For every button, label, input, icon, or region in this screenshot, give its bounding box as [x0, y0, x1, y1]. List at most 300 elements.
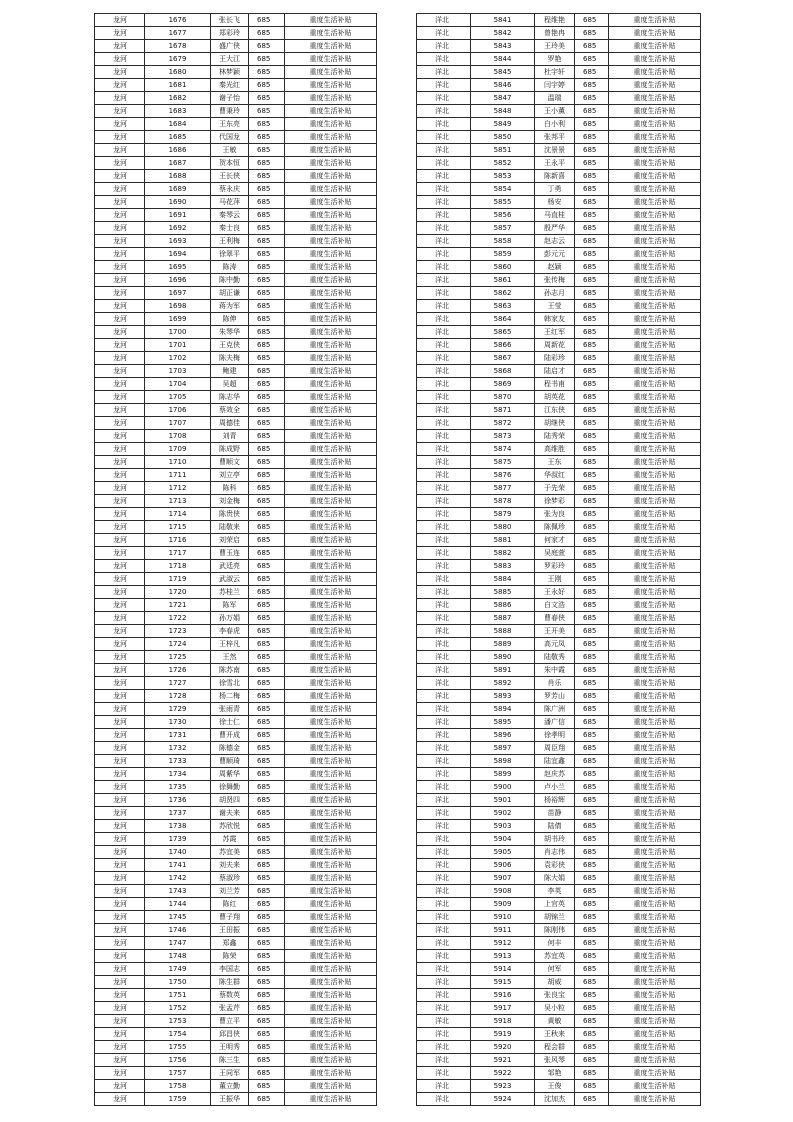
name-cell: 沈加杰	[535, 1093, 575, 1106]
subsidy-type-cell: 重度生活补贴	[285, 690, 377, 703]
subsidy-type-cell: 重度生活补贴	[609, 560, 701, 573]
subsidy-type-cell: 重度生活补贴	[285, 612, 377, 625]
town-cell: 洋北	[417, 573, 471, 586]
amount-cell: 685	[575, 599, 609, 612]
subsidy-type-cell: 重度生活补贴	[609, 755, 701, 768]
number-cell: 5871	[471, 404, 535, 417]
number-cell: 5888	[471, 625, 535, 638]
number-cell: 5891	[471, 664, 535, 677]
number-cell: 1738	[145, 820, 211, 833]
number-cell: 5924	[471, 1093, 535, 1106]
subsidy-type-cell: 重度生活补贴	[609, 469, 701, 482]
number-cell: 5858	[471, 235, 535, 248]
amount-cell: 685	[575, 677, 609, 690]
table-row	[95, 1041, 377, 1054]
subsidy-type-cell: 重度生活补贴	[285, 196, 377, 209]
amount-cell: 685	[249, 820, 285, 833]
number-cell: 5878	[471, 495, 535, 508]
amount-cell: 685	[575, 131, 609, 144]
town-cell: 龙河	[95, 1067, 145, 1080]
name-cell: 秦光红	[211, 79, 249, 92]
subsidy-type-cell: 重度生活补贴	[285, 495, 377, 508]
amount-cell: 685	[249, 807, 285, 820]
amount-cell: 685	[575, 79, 609, 92]
number-cell: 5889	[471, 638, 535, 651]
subsidy-type-cell: 重度生活补贴	[285, 911, 377, 924]
town-cell: 洋北	[417, 560, 471, 573]
amount-cell: 685	[249, 391, 285, 404]
subsidy-type-cell: 重度生活补贴	[285, 846, 377, 859]
table-row	[95, 313, 377, 326]
town-cell: 龙河	[95, 560, 145, 573]
table-row	[95, 508, 377, 521]
name-cell: 陈生群	[211, 976, 249, 989]
table-row	[417, 963, 701, 976]
amount-cell: 685	[575, 573, 609, 586]
town-cell: 洋北	[417, 1054, 471, 1067]
table-row	[95, 248, 377, 261]
town-cell: 龙河	[95, 482, 145, 495]
subsidy-type-cell: 重度生活补贴	[285, 625, 377, 638]
amount-cell: 685	[249, 963, 285, 976]
subsidy-type-cell: 重度生活补贴	[285, 417, 377, 430]
amount-cell: 685	[575, 703, 609, 716]
town-cell: 洋北	[417, 1093, 471, 1106]
table-row	[417, 235, 701, 248]
subsidy-type-cell: 重度生活补贴	[609, 1093, 701, 1106]
amount-cell: 685	[575, 287, 609, 300]
name-cell: 陈刚伟	[535, 924, 575, 937]
subsidy-type-cell: 重度生活补贴	[285, 833, 377, 846]
name-cell: 谢夫来	[211, 807, 249, 820]
name-cell: 郑彩玲	[211, 27, 249, 40]
number-cell: 5849	[471, 118, 535, 131]
amount-cell: 685	[249, 1015, 285, 1028]
amount-cell: 685	[249, 40, 285, 53]
amount-cell: 685	[249, 573, 285, 586]
town-cell: 龙河	[95, 92, 145, 105]
amount-cell: 685	[249, 950, 285, 963]
town-cell: 洋北	[417, 807, 471, 820]
subsidy-type-cell: 重度生活补贴	[285, 547, 377, 560]
number-cell: 1750	[145, 976, 211, 989]
number-cell: 5906	[471, 859, 535, 872]
table-row	[417, 287, 701, 300]
subsidy-type-cell: 重度生活补贴	[609, 1028, 701, 1041]
name-cell: 闫宇婷	[535, 79, 575, 92]
number-cell: 1748	[145, 950, 211, 963]
town-cell: 龙河	[95, 274, 145, 287]
table-row	[95, 859, 377, 872]
subsidy-type-cell: 重度生活补贴	[285, 170, 377, 183]
name-cell: 陈荣	[211, 950, 249, 963]
number-cell: 5909	[471, 898, 535, 911]
town-cell: 洋北	[417, 755, 471, 768]
subsidy-type-cell: 重度生活补贴	[609, 53, 701, 66]
table-row	[417, 495, 701, 508]
subsidy-type-cell: 重度生活补贴	[609, 365, 701, 378]
table-row	[417, 625, 701, 638]
table-row	[417, 378, 701, 391]
town-cell: 洋北	[417, 326, 471, 339]
number-cell: 1712	[145, 482, 211, 495]
number-cell: 1686	[145, 144, 211, 157]
amount-cell: 685	[575, 352, 609, 365]
table-row	[417, 846, 701, 859]
amount-cell: 685	[575, 313, 609, 326]
number-cell: 5892	[471, 677, 535, 690]
name-cell: 陆敬来	[211, 521, 249, 534]
subsidy-type-cell: 重度生活补贴	[609, 833, 701, 846]
amount-cell: 685	[575, 937, 609, 950]
number-cell: 5911	[471, 924, 535, 937]
name-cell: 罗彩玲	[535, 560, 575, 573]
town-cell: 洋北	[417, 430, 471, 443]
table-row	[417, 807, 701, 820]
subsidy-type-cell: 重度生活补贴	[285, 79, 377, 92]
town-cell: 洋北	[417, 92, 471, 105]
number-cell: 1711	[145, 469, 211, 482]
name-cell: 曹立平	[211, 1015, 249, 1028]
town-cell: 洋北	[417, 456, 471, 469]
subsidy-type-cell: 重度生活补贴	[609, 820, 701, 833]
town-cell: 龙河	[95, 79, 145, 92]
number-cell: 1736	[145, 794, 211, 807]
name-cell: 肖志伟	[535, 846, 575, 859]
name-cell: 董立勤	[211, 1080, 249, 1093]
number-cell: 5872	[471, 417, 535, 430]
town-cell: 洋北	[417, 963, 471, 976]
town-cell: 龙河	[95, 456, 145, 469]
town-cell: 龙河	[95, 1080, 145, 1093]
number-cell: 5857	[471, 222, 535, 235]
town-cell: 龙河	[95, 391, 145, 404]
amount-cell: 685	[249, 248, 285, 261]
number-cell: 5845	[471, 66, 535, 79]
table-row	[417, 547, 701, 560]
table-row	[95, 118, 377, 131]
amount-cell: 685	[249, 742, 285, 755]
number-cell: 1710	[145, 456, 211, 469]
number-cell: 1752	[145, 1002, 211, 1015]
number-cell: 5893	[471, 690, 535, 703]
table-row	[417, 404, 701, 417]
name-cell: 王永平	[535, 157, 575, 170]
subsidy-type-cell: 重度生活补贴	[285, 651, 377, 664]
name-cell: 彭元元	[535, 248, 575, 261]
amount-cell: 685	[249, 235, 285, 248]
town-cell: 洋北	[417, 287, 471, 300]
name-cell: 胡锦兰	[535, 911, 575, 924]
subsidy-type-cell: 重度生活补贴	[285, 508, 377, 521]
table-row	[95, 443, 377, 456]
amount-cell: 685	[575, 235, 609, 248]
subsidy-type-cell: 重度生活补贴	[609, 222, 701, 235]
subsidy-type-cell: 重度生活补贴	[285, 703, 377, 716]
town-cell: 龙河	[95, 118, 145, 131]
town-cell: 龙河	[95, 27, 145, 40]
subsidy-type-cell: 重度生活补贴	[609, 716, 701, 729]
amount-cell: 685	[249, 495, 285, 508]
table-row	[95, 378, 377, 391]
table-row	[417, 664, 701, 677]
town-cell: 龙河	[95, 638, 145, 651]
number-cell: 5865	[471, 326, 535, 339]
number-cell: 1743	[145, 885, 211, 898]
name-cell: 王刚	[535, 573, 575, 586]
number-cell: 5885	[471, 586, 535, 599]
subsidy-type-cell: 重度生活补贴	[285, 118, 377, 131]
number-cell: 1697	[145, 287, 211, 300]
name-cell: 王振华	[211, 1093, 249, 1106]
table-row	[95, 690, 377, 703]
table-row	[417, 937, 701, 950]
name-cell: 陈成野	[211, 443, 249, 456]
table-row	[95, 651, 377, 664]
name-cell: 王同军	[211, 1067, 249, 1080]
table-row	[417, 53, 701, 66]
amount-cell: 685	[575, 248, 609, 261]
amount-cell: 685	[249, 833, 285, 846]
table-row	[417, 703, 701, 716]
amount-cell: 685	[575, 729, 609, 742]
amount-cell: 685	[575, 326, 609, 339]
amount-cell: 685	[575, 508, 609, 521]
subsidy-type-cell: 重度生活补贴	[285, 1002, 377, 1015]
number-cell: 5918	[471, 1015, 535, 1028]
number-cell: 1676	[145, 14, 211, 27]
table-row	[417, 508, 701, 521]
table-row	[95, 235, 377, 248]
town-cell: 龙河	[95, 768, 145, 781]
number-cell: 5841	[471, 14, 535, 27]
town-cell: 洋北	[417, 638, 471, 651]
subsidy-type-cell: 重度生活补贴	[285, 755, 377, 768]
number-cell: 1689	[145, 183, 211, 196]
town-cell: 洋北	[417, 66, 471, 79]
subsidy-type-cell: 重度生活补贴	[609, 352, 701, 365]
subsidy-type-cell: 重度生活补贴	[285, 638, 377, 651]
name-cell: 朱琴华	[211, 326, 249, 339]
number-cell: 5869	[471, 378, 535, 391]
name-cell: 陈中勤	[211, 274, 249, 287]
number-cell: 5897	[471, 742, 535, 755]
number-cell: 5900	[471, 781, 535, 794]
subsidy-type-cell: 重度生活补贴	[609, 729, 701, 742]
subsidy-type-cell: 重度生活补贴	[609, 1080, 701, 1093]
subsidy-type-cell: 重度生活补贴	[609, 612, 701, 625]
table-row	[95, 729, 377, 742]
table-row	[417, 196, 701, 209]
number-cell: 1737	[145, 807, 211, 820]
amount-cell: 685	[575, 469, 609, 482]
table-row	[95, 1093, 377, 1106]
name-cell: 王敏	[211, 144, 249, 157]
subsidy-type-cell: 重度生活补贴	[285, 183, 377, 196]
name-cell: 武淑云	[211, 573, 249, 586]
town-cell: 洋北	[417, 859, 471, 872]
name-cell: 刘立亭	[211, 469, 249, 482]
amount-cell: 685	[249, 872, 285, 885]
amount-cell: 685	[249, 937, 285, 950]
subsidy-type-cell: 重度生活补贴	[285, 443, 377, 456]
amount-cell: 685	[249, 547, 285, 560]
amount-cell: 685	[249, 157, 285, 170]
name-cell: 马花萍	[211, 196, 249, 209]
number-cell: 5868	[471, 365, 535, 378]
number-cell: 5848	[471, 105, 535, 118]
table-row	[417, 365, 701, 378]
name-cell: 王大江	[211, 53, 249, 66]
amount-cell: 685	[575, 443, 609, 456]
town-cell: 龙河	[95, 209, 145, 222]
table-row	[95, 625, 377, 638]
town-cell: 洋北	[417, 898, 471, 911]
subsidy-type-cell: 重度生活补贴	[285, 677, 377, 690]
town-cell: 洋北	[417, 144, 471, 157]
name-cell: 孙万娟	[211, 612, 249, 625]
number-cell: 1740	[145, 846, 211, 859]
name-cell: 王莹	[535, 300, 575, 313]
subsidy-type-cell: 重度生活补贴	[285, 807, 377, 820]
name-cell: 李春虎	[211, 625, 249, 638]
table-row	[95, 911, 377, 924]
subsidy-type-cell: 重度生活补贴	[609, 118, 701, 131]
subsidy-type-cell: 重度生活补贴	[285, 378, 377, 391]
amount-cell: 685	[575, 209, 609, 222]
number-cell: 1746	[145, 924, 211, 937]
amount-cell: 685	[575, 1093, 609, 1106]
amount-cell: 685	[249, 638, 285, 651]
number-cell: 5855	[471, 196, 535, 209]
town-cell: 龙河	[95, 131, 145, 144]
amount-cell: 685	[575, 963, 609, 976]
name-cell: 陈伸	[211, 313, 249, 326]
name-cell: 胡继侠	[535, 417, 575, 430]
name-cell: 韩家友	[535, 313, 575, 326]
subsidy-type-cell: 重度生活补贴	[609, 27, 701, 40]
subsidy-type-cell: 重度生活补贴	[285, 300, 377, 313]
name-cell: 王长侠	[211, 170, 249, 183]
table-row	[417, 352, 701, 365]
town-cell: 龙河	[95, 248, 145, 261]
subsidy-type-cell: 重度生活补贴	[609, 768, 701, 781]
name-cell: 江东侠	[535, 404, 575, 417]
amount-cell: 685	[575, 625, 609, 638]
subsidy-type-cell: 重度生活补贴	[285, 716, 377, 729]
name-cell: 林梦颖	[211, 66, 249, 79]
town-cell: 洋北	[417, 339, 471, 352]
table-row	[95, 105, 377, 118]
name-cell: 陈军	[211, 599, 249, 612]
number-cell: 5877	[471, 482, 535, 495]
amount-cell: 685	[575, 807, 609, 820]
town-cell: 龙河	[95, 989, 145, 1002]
name-cell: 张孟芹	[211, 1002, 249, 1015]
name-cell: 黄敏	[535, 1015, 575, 1028]
name-cell: 马直桂	[535, 209, 575, 222]
table-row	[95, 963, 377, 976]
subsidy-type-cell: 重度生活补贴	[609, 976, 701, 989]
name-cell: 袁彩侠	[535, 859, 575, 872]
number-cell: 5847	[471, 92, 535, 105]
table-row	[417, 92, 701, 105]
subsidy-type-cell: 重度生活补贴	[285, 729, 377, 742]
name-cell: 王俊	[535, 1080, 575, 1093]
table-row	[417, 157, 701, 170]
table-row	[417, 950, 701, 963]
amount-cell: 685	[249, 365, 285, 378]
subsidy-type-cell: 重度生活补贴	[285, 430, 377, 443]
table-row	[417, 599, 701, 612]
town-cell: 洋北	[417, 1002, 471, 1015]
number-cell: 1717	[145, 547, 211, 560]
table-row	[417, 326, 701, 339]
town-cell: 龙河	[95, 534, 145, 547]
name-cell: 曹秉玲	[211, 105, 249, 118]
amount-cell: 685	[575, 521, 609, 534]
table-row	[417, 729, 701, 742]
amount-cell: 685	[575, 430, 609, 443]
name-cell: 蒋为军	[211, 300, 249, 313]
amount-cell: 685	[249, 1067, 285, 1080]
amount-cell: 685	[249, 885, 285, 898]
name-cell: 高维胜	[535, 443, 575, 456]
number-cell: 5880	[471, 521, 535, 534]
name-cell: 张长飞	[211, 14, 249, 27]
table-row	[95, 1080, 377, 1093]
name-cell: 刘夫来	[211, 859, 249, 872]
table-row	[95, 287, 377, 300]
number-cell: 1698	[145, 300, 211, 313]
table-row	[417, 391, 701, 404]
name-cell: 徐孝明	[535, 729, 575, 742]
number-cell: 1713	[145, 495, 211, 508]
subsidy-type-cell: 重度生活补贴	[285, 664, 377, 677]
name-cell: 程会群	[535, 1041, 575, 1054]
amount-cell: 685	[249, 664, 285, 677]
table-row	[417, 1041, 701, 1054]
town-cell: 洋北	[417, 27, 471, 40]
number-cell: 5898	[471, 755, 535, 768]
table-row	[417, 651, 701, 664]
town-cell: 洋北	[417, 352, 471, 365]
amount-cell: 685	[575, 742, 609, 755]
number-cell: 1733	[145, 755, 211, 768]
name-cell: 周臣翔	[535, 742, 575, 755]
number-cell: 5881	[471, 534, 535, 547]
amount-cell: 685	[249, 27, 285, 40]
amount-cell: 685	[249, 976, 285, 989]
number-cell: 1732	[145, 742, 211, 755]
table-row	[95, 677, 377, 690]
table-row	[417, 417, 701, 430]
name-cell: 代国龙	[211, 131, 249, 144]
table-row	[95, 222, 377, 235]
roster-table-right-body	[417, 14, 701, 1106]
number-cell: 5902	[471, 807, 535, 820]
amount-cell: 685	[575, 456, 609, 469]
town-cell: 龙河	[95, 573, 145, 586]
name-cell: 郑鑫	[211, 937, 249, 950]
number-cell: 5882	[471, 547, 535, 560]
table-row	[417, 911, 701, 924]
subsidy-type-cell: 重度生活补贴	[609, 742, 701, 755]
number-cell: 5915	[471, 976, 535, 989]
table-row	[95, 274, 377, 287]
number-cell: 5851	[471, 144, 535, 157]
amount-cell: 685	[249, 1054, 285, 1067]
